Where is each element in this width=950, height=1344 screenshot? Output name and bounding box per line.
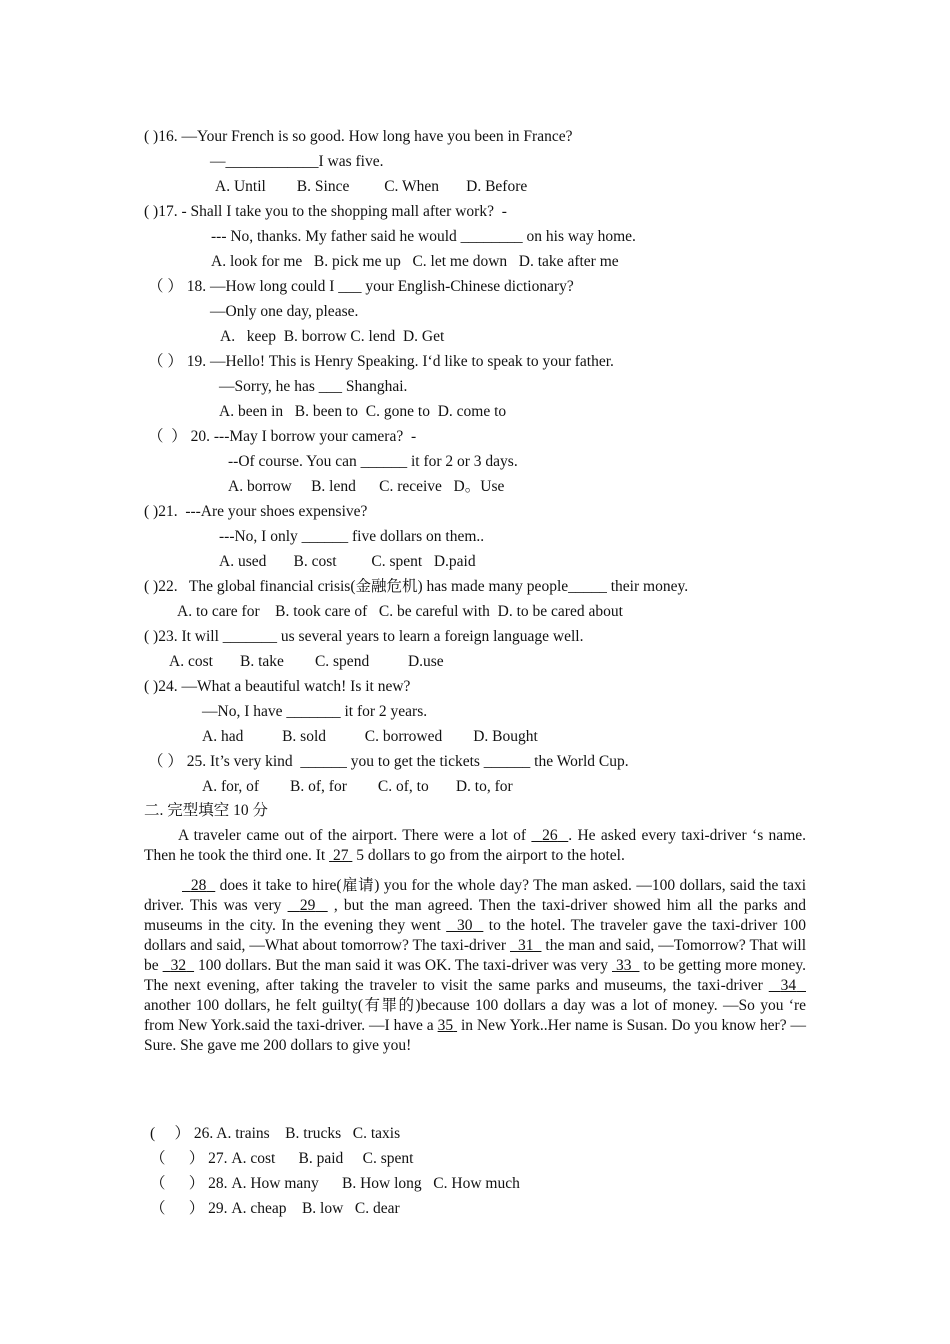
question-21-answer: ---No, I only ______ five dollars on them.. — [219, 528, 485, 545]
cloze-item-29: （ ） 29. A. cheap B. low C. dear — [150, 1200, 400, 1217]
question-25-prompt: （ ） 25. It’s very kind ______ you to get the tickets ______ the World Cup. — [148, 753, 629, 770]
question-19-options: A. been in B. been to C. gone to D. come to — [219, 403, 507, 420]
question-16-answer: —____________I was five. — [210, 153, 384, 170]
question-20-prompt: （ ） 20. ---May I borrow your camera? - — [148, 428, 417, 445]
question-24-answer: —No, I have _______ it for 2 years. — [202, 703, 428, 720]
blank-30: 30 — [457, 917, 473, 934]
cloze-item-27: （ ） 27. A. cost B. paid C. spent — [150, 1150, 414, 1167]
blank-33: 33 — [615, 957, 632, 974]
blank-26: 26 — [542, 827, 558, 844]
question-24-prompt: ( )24. —What a beautiful watch! Is it new? — [144, 678, 411, 695]
question-24-options: A. had B. sold C. borrowed D. Bought — [202, 728, 538, 745]
question-17-options: A. look for me B. pick me up C. let me down D. take after me — [211, 253, 619, 270]
blank-34: 34 — [780, 977, 797, 994]
question-17-prompt: ( )17. - Shall I take you to the shopping mall after work? - — [144, 203, 507, 220]
question-21-options: A. used B. cost C. spent D.paid — [219, 553, 476, 570]
blank-29: 29 — [299, 897, 316, 914]
cloze-item-26: ( ） 26. A. trains B. trucks C. taxis — [150, 1125, 401, 1142]
question-25-options: A. for, of B. of, for C. of, to D. to, for — [202, 778, 513, 795]
passage-para-2: 28 does it take to hire(雇请) you for the whole day? The man asked. —100 dollars, said the taxi driver. This was very 29 , but the man agreed. Then the taxi-driver showed him all the parks and museums in the city. In the evening they went 30 to the hotel. The traveler gave the taxi-driver 100 dollars and said, —What about tomorrow? The taxi-driver 31 the man and said, —Tomorrow? That will be 32 100 dollars. But the man said it was OK. The taxi-driver was very 33 to be getting more money. The next evening, after taking the traveler to visit the same parks and museums, the taxi-driver 34 another 100 dollars, he felt guilty(有罪的)because 100 dollars a day was a lot of money. —So you ‘re from New York.said the taxi-driver. —I have a 35 in New York..Her name is Susan. Do you know her? —Sure. She gave me 200 dollars to give you! — [144, 877, 807, 1054]
blank-31: 31 — [517, 937, 534, 954]
question-20-answer: --Of course. You can ______ it for 2 or 3 days. — [228, 453, 518, 470]
question-18-prompt: （ ） 18. —How long could I ___ your English-Chinese dictionary? — [148, 278, 574, 295]
blank-28: 28 — [190, 877, 207, 894]
question-17-answer: --- No, thanks. My father said he would ________ on his way home. — [211, 228, 636, 245]
question-16-options: A. Until B. Since C. When D. Before — [215, 178, 528, 195]
question-16-prompt: ( )16. —Your French is so good. How long have you been in France? — [144, 128, 573, 145]
blank-32: 32 — [170, 957, 187, 974]
blank-35: 35 — [437, 1017, 454, 1034]
question-22-options: A. to care for B. took care of C. be careful with D. to be cared about — [177, 603, 623, 620]
blank-27: 27 — [332, 847, 349, 864]
question-22-prompt: ( )22. The global financial crisis(金融危机) has made many people_____ their money. — [144, 578, 689, 595]
question-19-answer: —Sorry, he has ___ Shanghai. — [219, 378, 408, 395]
question-18-options: A. keep B. borrow C. lend D. Get — [220, 328, 445, 345]
question-21-prompt: ( )21. ---Are your shoes expensive? — [144, 503, 368, 520]
section-2-heading: 二. 完型填空 10 分 — [144, 802, 269, 819]
question-18-answer: —Only one day, please. — [210, 303, 359, 320]
question-19-prompt: （ ） 19. —Hello! This is Henry Speaking. I‘d like to speak to your father. — [148, 353, 614, 370]
question-23-prompt: ( )23. It will _______ us several years to learn a foreign language well. — [144, 628, 584, 645]
question-23-options: A. cost B. take C. spend D.use — [169, 653, 444, 670]
cloze-item-28: （ ） 28. A. How many B. How long C. How much — [150, 1175, 520, 1192]
passage-line-1: A traveler came out of the airport. There were a lot of 26 . He asked every taxi-driver ‘s name. Then he took the third one. It 27 5 dollars to go from the airport to the hotel. — [144, 827, 807, 864]
question-20-options: A. borrow B. lend C. receive D。Use — [228, 478, 505, 495]
